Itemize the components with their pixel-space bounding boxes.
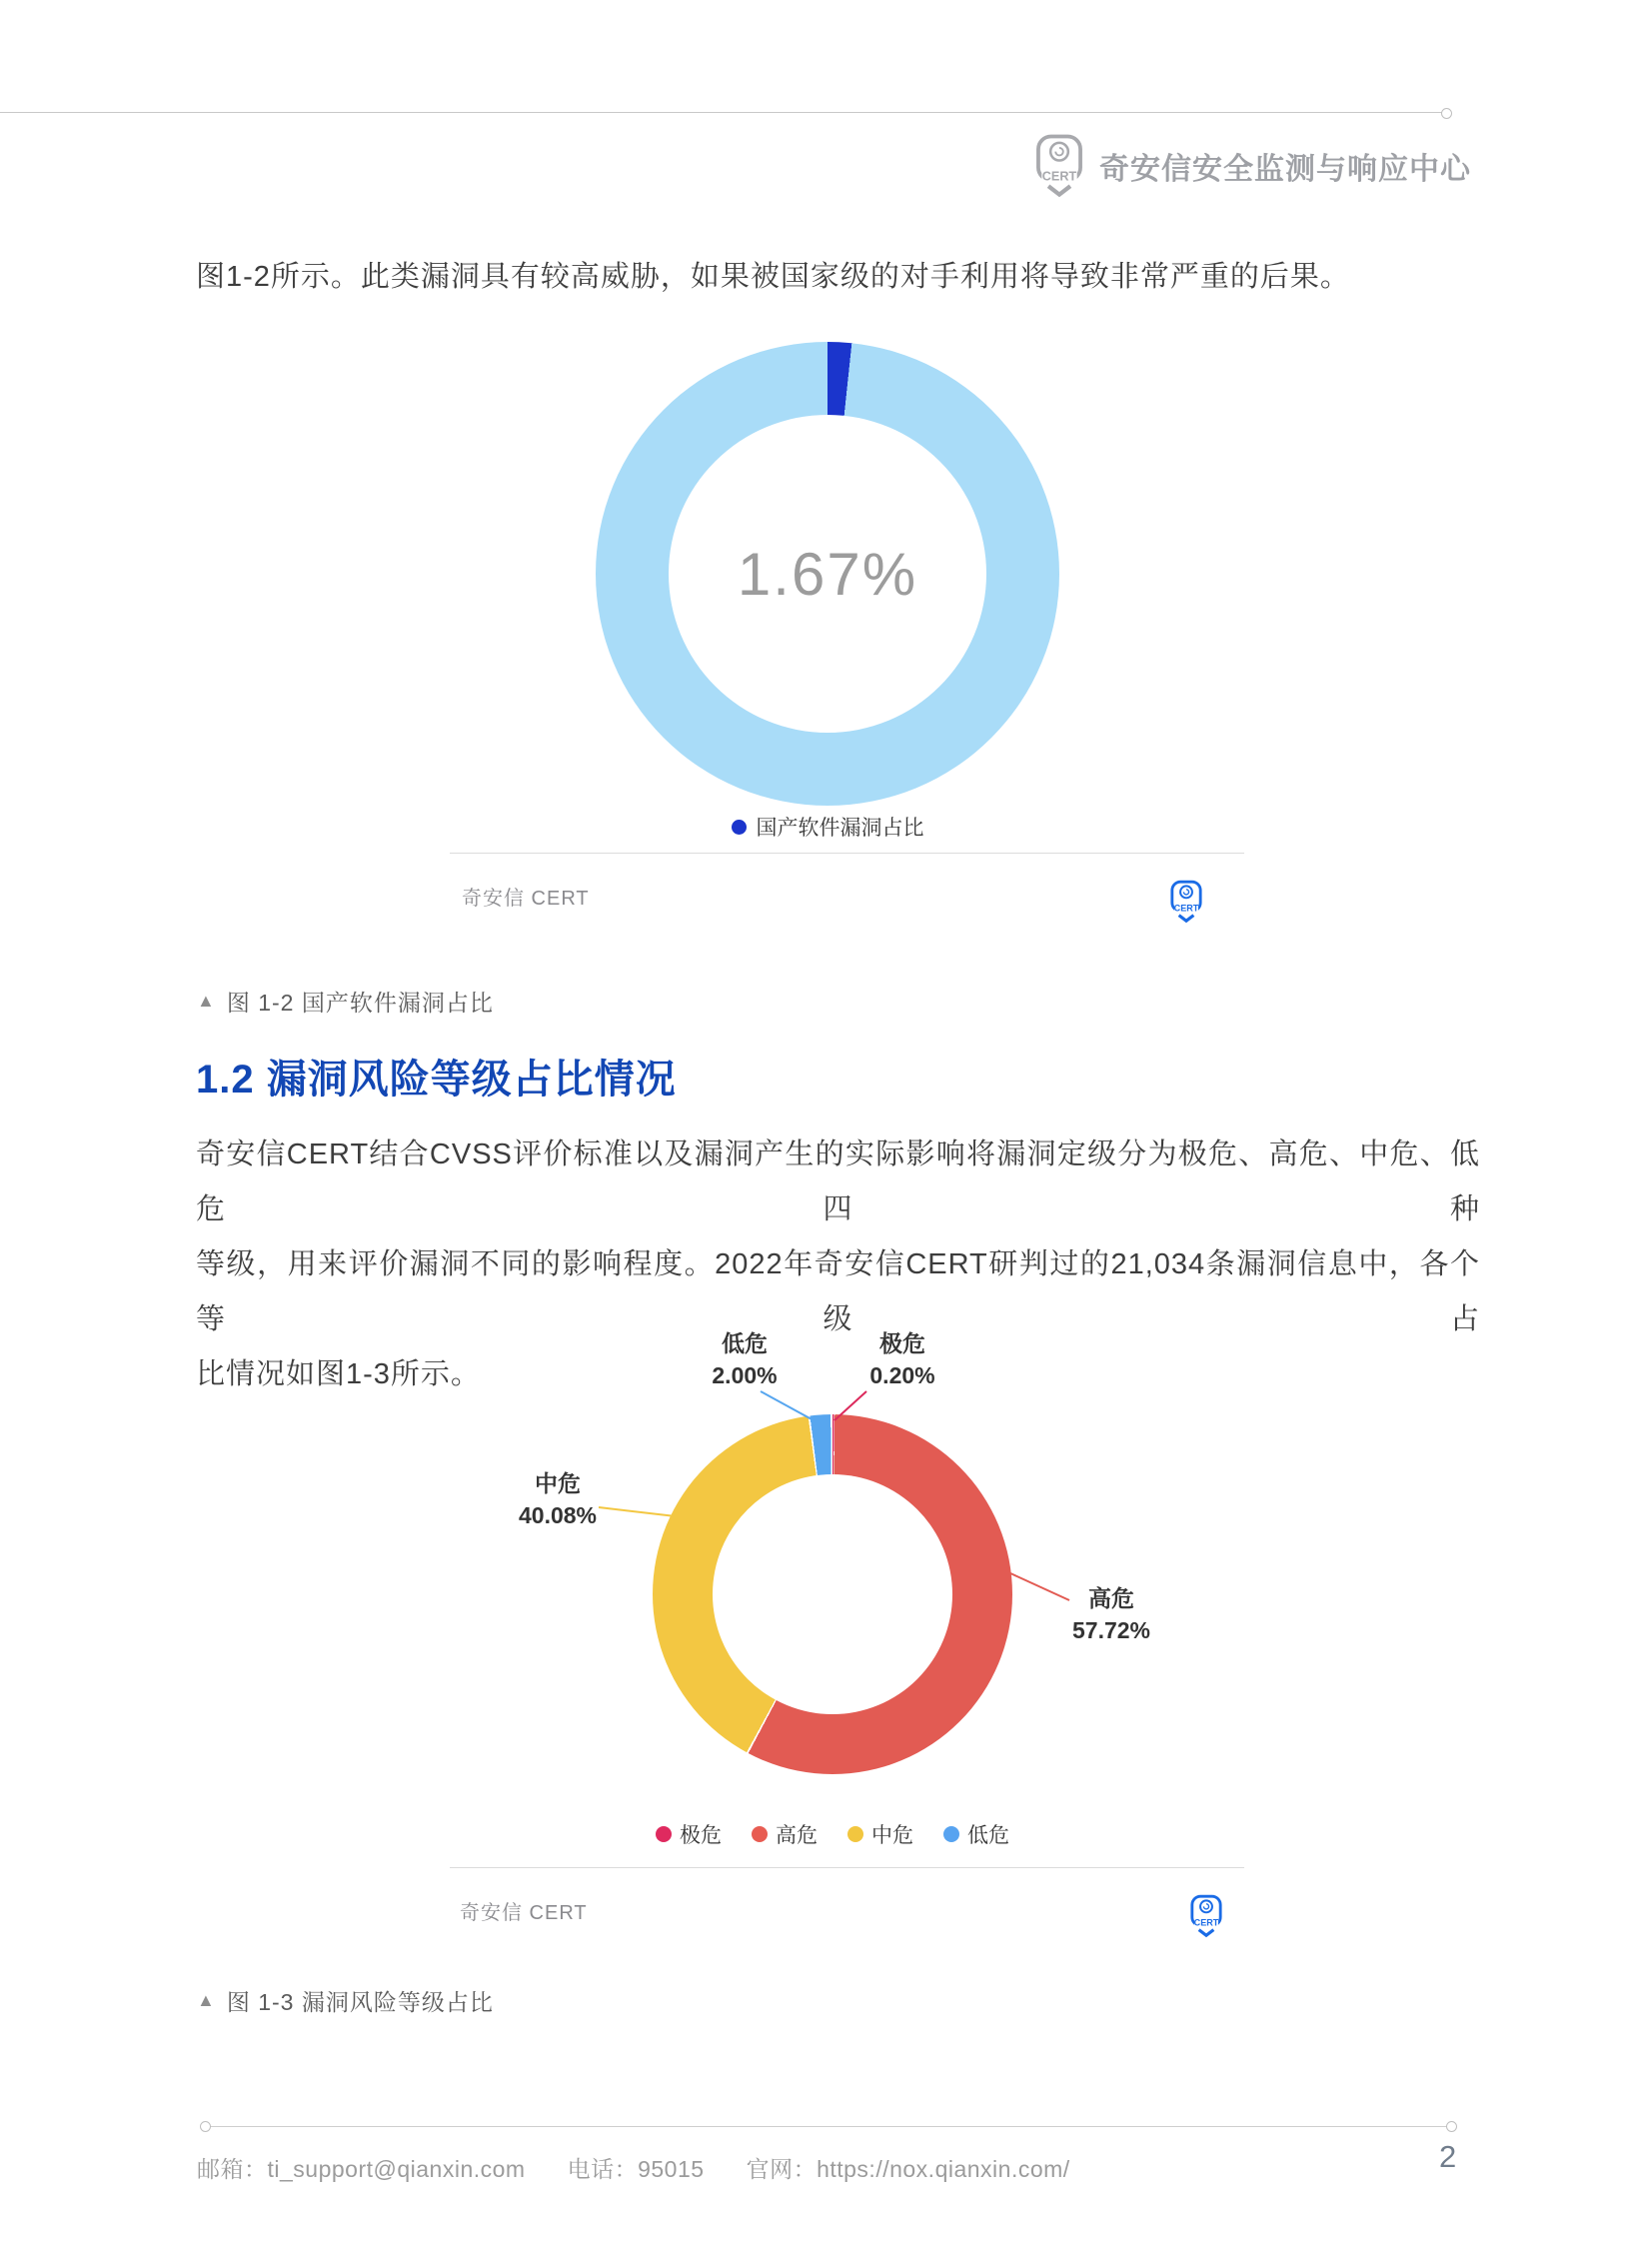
donut-chart-domestic-software bbox=[596, 342, 1059, 806]
callout-medium-risk bbox=[468, 1467, 648, 1531]
donut-center-value: 1.67% bbox=[737, 540, 918, 608]
callout-name: 极危 bbox=[879, 1330, 925, 1356]
callout-value: 40.08% bbox=[518, 1502, 597, 1528]
legend-dot bbox=[732, 820, 747, 835]
legend-item-medium bbox=[847, 1819, 913, 1849]
figure3-source-divider bbox=[450, 1867, 1244, 1868]
legend-item-low bbox=[943, 1819, 1009, 1849]
callout-low-risk bbox=[655, 1327, 834, 1391]
header-divider-endcap bbox=[1441, 108, 1452, 119]
figure2-source-divider bbox=[450, 853, 1244, 854]
cert-shield-icon bbox=[1033, 134, 1085, 198]
legend-dot bbox=[847, 1826, 863, 1842]
svg-text:CERT: CERT bbox=[1173, 903, 1199, 914]
callout-name: 高危 bbox=[1088, 1585, 1134, 1611]
footer-divider-right-endcap bbox=[1446, 2121, 1457, 2132]
legend-dot bbox=[656, 1826, 672, 1842]
section-heading: 1.2 漏洞风险等级占比情况 bbox=[196, 1058, 677, 1102]
callout-high-risk bbox=[1021, 1582, 1201, 1646]
legend-label: 国产软件漏洞占比 bbox=[756, 817, 924, 840]
figure3-legend bbox=[553, 1819, 1112, 1849]
body-paragraph-line: 奇安信CERT结合CVSS评价标准以及漏洞产生的实际影响将漏洞定级分为极危、高危、中危、低危四种 bbox=[196, 1138, 1480, 1225]
body-paragraph-line: 比情况如图1-3所示。 bbox=[196, 1358, 481, 1390]
callout-critical-risk bbox=[813, 1327, 992, 1391]
footer-website[interactable]: 官网：https://nox.qianxin.com/ bbox=[746, 2156, 1070, 2182]
legend-dot bbox=[943, 1826, 959, 1842]
cert-badge-icon bbox=[1169, 874, 1203, 930]
cert-badge-icon bbox=[1189, 1888, 1223, 1944]
figure3-caption bbox=[197, 1984, 494, 2017]
footer-divider-left-endcap bbox=[200, 2121, 211, 2132]
legend-item-high bbox=[752, 1819, 818, 1849]
body-paragraph-line: 等级，用来评价漏洞不同的影响程度。2022年奇安信CERT研判过的21,034条漏洞信息中，各个等级占 bbox=[196, 1248, 1480, 1335]
donut-hole bbox=[713, 1474, 952, 1714]
caption-text: 图 1-2 国产软件漏洞占比 bbox=[226, 990, 494, 1016]
callout-name: 低危 bbox=[722, 1330, 768, 1356]
figure3-source: 奇安信 CERT bbox=[460, 1902, 588, 1924]
legend-item-critical bbox=[656, 1819, 722, 1849]
legend-label: 中危 bbox=[871, 1824, 913, 1847]
legend-label: 极危 bbox=[680, 1824, 722, 1847]
legend-label: 低危 bbox=[967, 1824, 1009, 1847]
callout-value: 57.72% bbox=[1071, 1617, 1150, 1643]
legend-label: 高危 bbox=[776, 1824, 818, 1847]
header-divider bbox=[0, 112, 1445, 113]
legend-dot bbox=[752, 1826, 768, 1842]
footer-email[interactable]: 邮箱：ti_support@qianxin.com bbox=[197, 2156, 526, 2182]
footer-divider bbox=[205, 2126, 1451, 2127]
page-number: 2 bbox=[1439, 2139, 1457, 2174]
callout-name: 中危 bbox=[535, 1470, 581, 1496]
cert-logo-text: CERT bbox=[1041, 169, 1077, 184]
footer-phone: 电话：95015 bbox=[567, 2156, 705, 2182]
figure2-legend bbox=[596, 812, 1059, 842]
caption-triangle-icon: ▲ bbox=[197, 1990, 215, 2010]
caption-text: 图 1-3 漏洞风险等级占比 bbox=[226, 1989, 494, 2015]
figure2-source: 奇安信 CERT bbox=[462, 888, 590, 910]
caption-triangle-icon: ▲ bbox=[197, 991, 215, 1011]
intro-paragraph: 图1-2所示。此类漏洞具有较高威胁，如果被国家级的对手利用将导致非常严重的后果。 bbox=[196, 261, 1350, 293]
header-brand-title: 奇安信安全监测与响应中心 bbox=[1099, 153, 1471, 186]
svg-text:CERT: CERT bbox=[1193, 1917, 1219, 1928]
figure2-caption bbox=[197, 985, 494, 1018]
footer-contacts bbox=[197, 2151, 1070, 2184]
callout-value: 0.20% bbox=[869, 1362, 935, 1388]
header-brand bbox=[1033, 134, 1471, 198]
donut-hole bbox=[669, 415, 986, 733]
callout-value: 2.00% bbox=[712, 1362, 778, 1388]
donut-chart-risk-levels bbox=[653, 1414, 1012, 1774]
